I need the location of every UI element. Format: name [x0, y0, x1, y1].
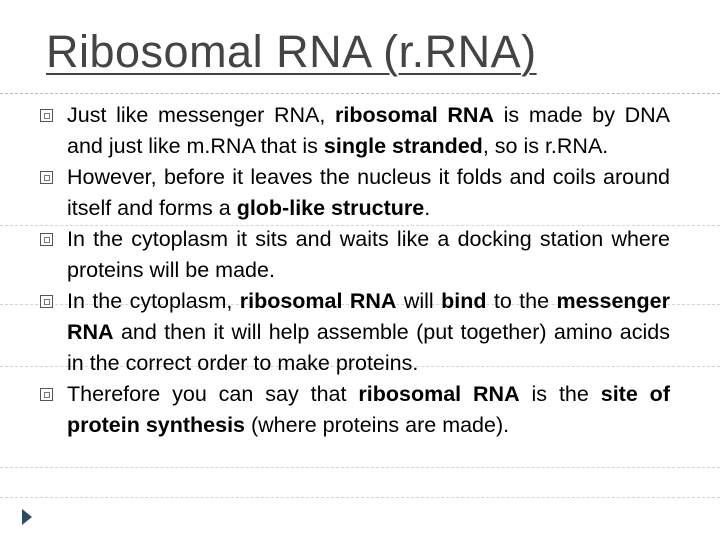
- bold-text: ribosomal RNA: [239, 289, 397, 313]
- bullet-text: is the: [519, 382, 601, 406]
- bullet-item: [40, 100, 670, 162]
- bullet-text: , so is r.RNA.: [482, 134, 609, 158]
- bold-text: site of protein synthesis: [67, 382, 670, 437]
- bold-text: ribosomal RNA: [358, 382, 520, 406]
- guide-line: [0, 467, 720, 468]
- bullet-box-icon: [40, 233, 53, 246]
- bold-text: ribosomal RNA: [335, 103, 494, 127]
- play-arrow-icon: [22, 509, 32, 525]
- bullet-text: In the cytoplasm,: [67, 289, 240, 313]
- guide-line: [0, 497, 720, 498]
- bullet-item: [40, 379, 670, 441]
- bullet-text: Therefore you can say that: [67, 382, 359, 406]
- bullet-item: [40, 286, 670, 379]
- bullet-item: [40, 162, 670, 224]
- bold-text: single stranded: [323, 134, 483, 158]
- bold-text: glob-like structure: [236, 196, 425, 220]
- bullet-box-icon: [40, 171, 53, 184]
- bullet-text: .: [424, 196, 431, 220]
- title-divider: [0, 93, 720, 94]
- bullet-box-icon: [40, 388, 53, 401]
- bold-text: bind: [441, 289, 487, 313]
- bullet-text: will: [396, 289, 442, 313]
- slide-title: Ribosomal RNA (r.RNA): [46, 26, 537, 77]
- bullet-text: is made by DNA and just like m.RNA that is: [67, 103, 670, 158]
- bullet-box-icon: [40, 295, 53, 308]
- bullet-list: [40, 100, 670, 441]
- bullet-text: and then it will help assemble (put together) amino acids in the correct order to make proteins.: [67, 320, 670, 375]
- bullet-text: to the: [486, 289, 557, 313]
- bullet-item: [40, 224, 670, 286]
- bullet-text: In the cytoplasm it sits and waits like a docking station where proteins will be made.: [67, 227, 670, 282]
- bullet-box-icon: [40, 109, 53, 122]
- bullet-text: However, before it leaves the nucleus it folds and coils around itself and forms a: [67, 165, 670, 220]
- bullet-text: (where proteins are made).: [245, 413, 510, 437]
- bold-text: messenger RNA: [67, 289, 670, 344]
- bullet-text: Just like messenger RNA,: [67, 103, 336, 127]
